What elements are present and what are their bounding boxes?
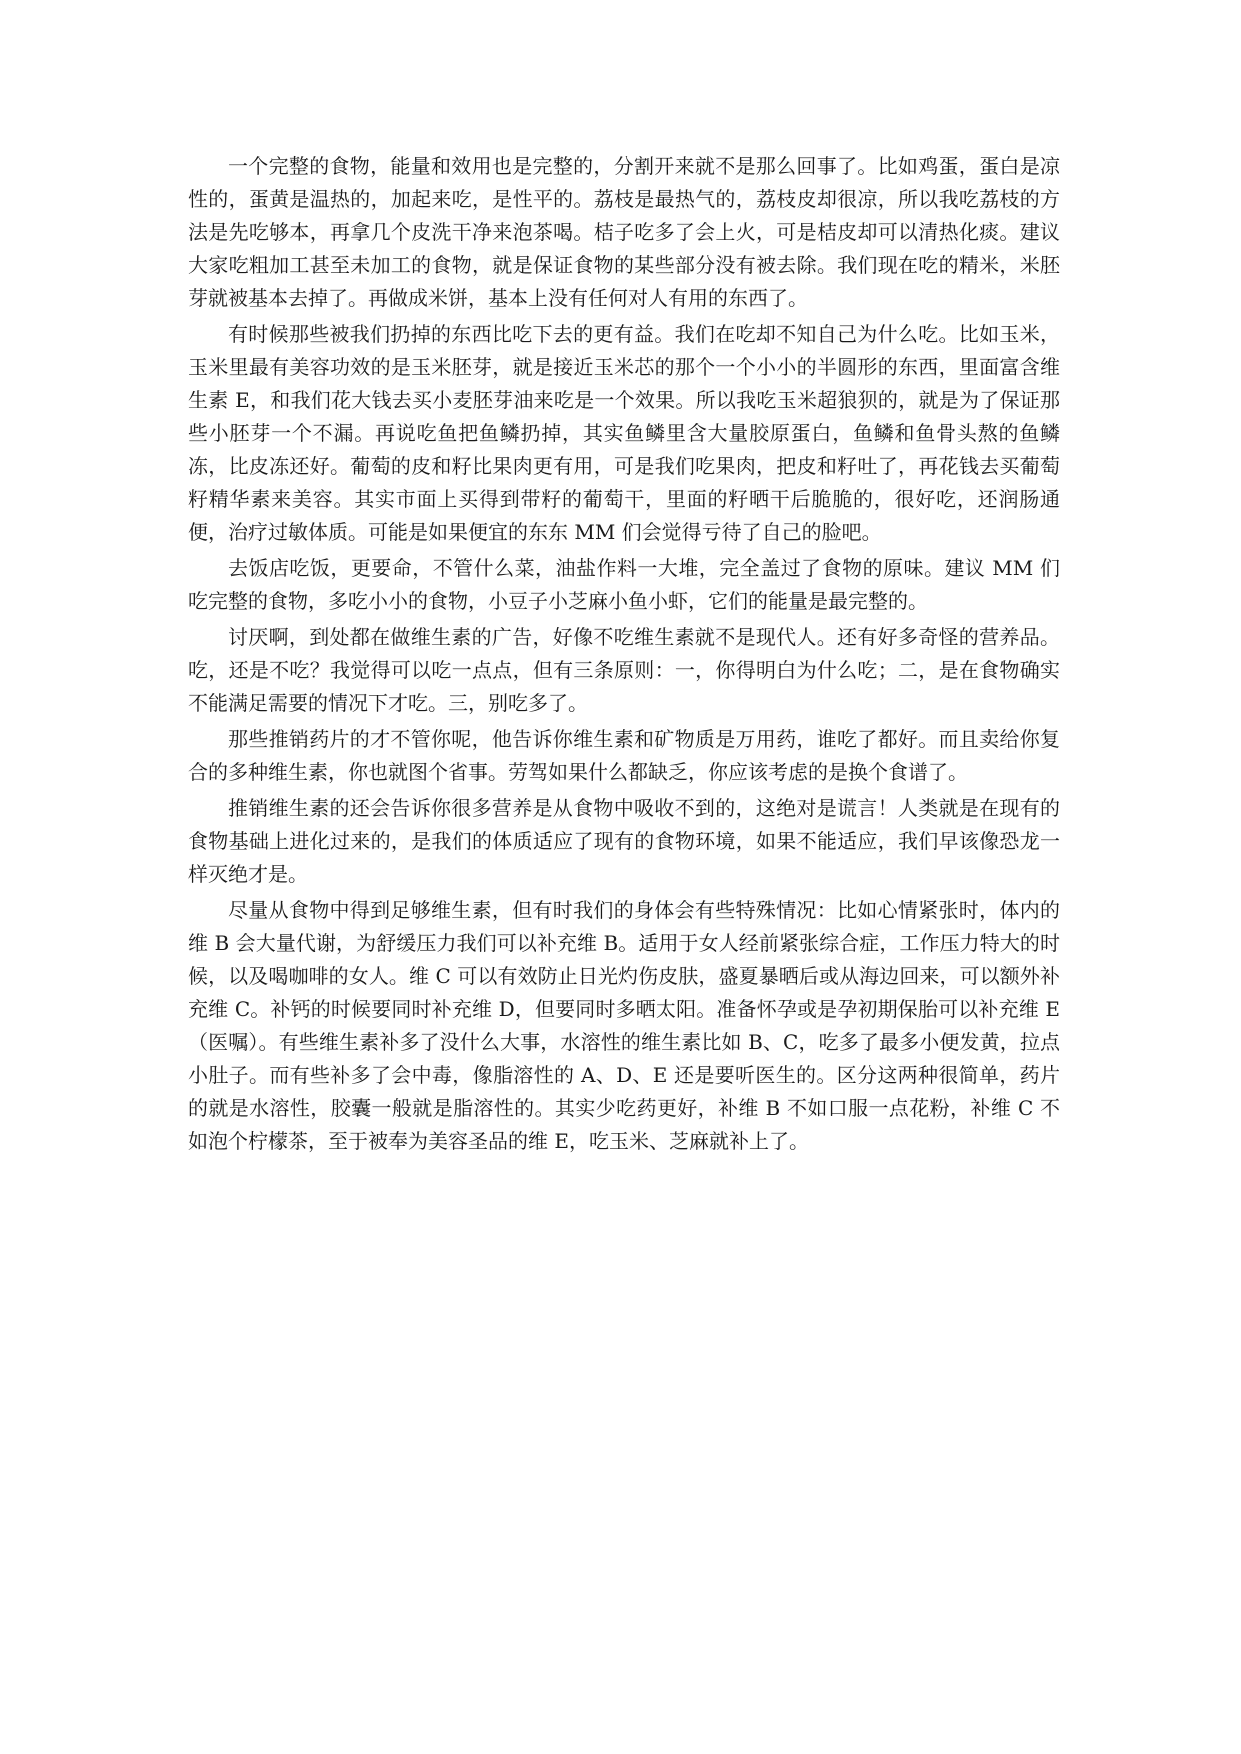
paragraph-6: 推销维生素的还会告诉你很多营养是从食物中吸收不到的，这绝对是谎言！人类就是在现有的食物基础上进化过来的，是我们的体质适应了现有的食物环境，如果不能适应，我们早该像恐龙一样灭绝才是。 xyxy=(188,796,1060,886)
paragraph-2: 有时候那些被我们扔掉的东西比吃下去的更有益。我们在吃却不知自己为什么吃。比如玉米，玉米里最有美容功效的是玉米胚芽，就是接近玉米芯的那个一个小小的半圆形的东西，里面富含维生素 E，和我们花大钱去买小麦胚芽油来吃是一个效果。所以我吃玉米超狼狈的，就是为了保证那些小胚芽一个不漏。再说吃鱼把鱼鳞扔掉，其实鱼鳞里含大量胶原蛋白，鱼鳞和鱼骨头熬的鱼鳞冻，比皮冻还好。葡萄的皮和籽比果肉更有用，可是我们吃果肉，把皮和籽吐了，再花钱去买葡萄籽精华素来美容。其实市面上买得到带籽的葡萄干，里面的籽晒干后脆脆的，很好吃，还润肠通便，治疗过敏体质。可能是如果便宜的东东 MM 们会觉得亏待了自己的脸吧。 xyxy=(188,322,1060,544)
paragraph-1: 一个完整的食物，能量和效用也是完整的，分割开来就不是那么回事了。比如鸡蛋，蛋白是凉性的，蛋黄是温热的，加起来吃，是性平的。荔枝是最热气的，荔枝皮却很凉，所以我吃荔枝的方法是先吃够本，再拿几个皮洗干净来泡茶喝。桔子吃多了会上火，可是桔皮却可以清热化痰。建议大家吃粗加工甚至未加工的食物，就是保证食物的某些部分没有被去除。我们现在吃的精米，米胚芽就被基本去掉了。再做成米饼，基本上没有任何对人有用的东西了。 xyxy=(188,154,1060,310)
paragraph-4: 讨厌啊，到处都在做维生素的广告，好像不吃维生素就不是现代人。还有好多奇怪的营养品。吃，还是不吃？我觉得可以吃一点点，但有三条原则：一，你得明白为什么吃；二，是在食物确实不能满足需要的情况下才吃。三，别吃多了。 xyxy=(188,625,1060,715)
article-body xyxy=(188,150,1060,1161)
paragraph-7: 尽量从食物中得到足够维生素，但有时我们的身体会有些特殊情况：比如心情紧张时，体内的维 B 会大量代谢，为舒缓压力我们可以补充维 B。适用于女人经前紧张综合症，工作压力特大的时候，以及喝咖啡的女人。维 C 可以有效防止日光灼伤皮肤，盛夏暴晒后或从海边回来，可以额外补充维 C。补钙的时候要同时补充维 D，但要同时多晒太阳。准备怀孕或是孕初期保胎可以补充维 E（医嘱）。有些维生素补多了没什么大事，水溶性的维生素比如 B、C，吃多了最多小便发黄，拉点小肚子。而有些补多了会中毒，像脂溶性的 A、D、E 还是要听医生的。区分这两种很简单，药片的就是水溶性，胶囊一般就是脂溶性的。其实少吃药更好，补维 B 不如口服一点花粉，补维 C 不如泡个柠檬茶，至于被奉为美容圣品的维 E，吃玉米、芝麻就补上了。 xyxy=(188,898,1060,1153)
paragraph-3: 去饭店吃饭，更要命，不管什么菜，油盐作料一大堆，完全盖过了食物的原味。建议 MM 们吃完整的食物，多吃小小的食物，小豆子小芝麻小鱼小虾，它们的能量是最完整的。 xyxy=(188,556,1060,613)
paragraph-5: 那些推销药片的才不管你呢，他告诉你维生素和矿物质是万用药，谁吃了都好。而且卖给你复合的多种维生素，你也就图个省事。劳驾如果什么都缺乏，你应该考虑的是换个食谱了。 xyxy=(188,727,1060,784)
